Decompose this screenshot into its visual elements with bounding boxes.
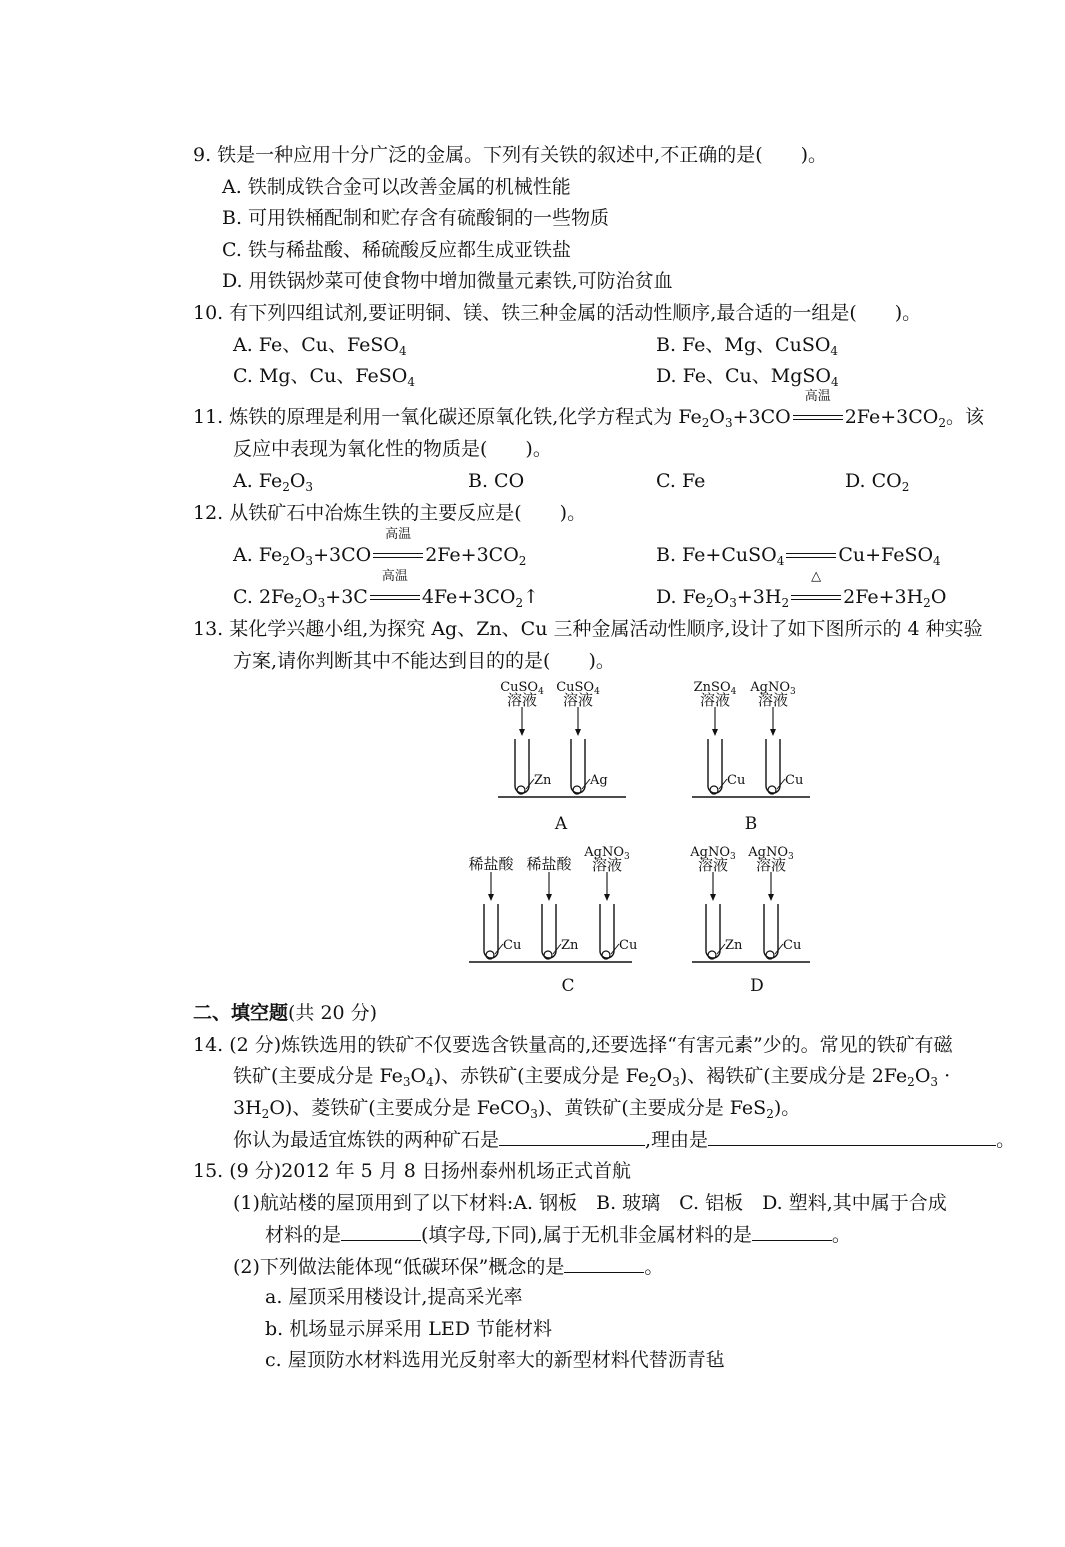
- reagent-label: AgNO$_3$: [750, 680, 796, 697]
- arrow-head-icon: [770, 729, 776, 736]
- q15-part1: (1)航站楼的屋顶用到了以下材料:A. 钢板 B. 玻璃 C. 铝板 D. 塑料,其中属于合成: [233, 1192, 947, 1214]
- reagent-label: AgNO$_3$: [690, 845, 736, 862]
- q14-line3: $3H_2O$)、菱铁矿(主要成分是 FeCO$_3$)、黄铁矿(主要成分是 FeS$_2$)。: [233, 1097, 801, 1121]
- reagent-label: AgNO$_3$: [584, 845, 630, 862]
- q11-stem-line2: 反应中表现为氧化性的物质是( )。: [233, 438, 552, 460]
- metal-leader-line: [582, 779, 590, 789]
- solution-label: 溶液: [755, 856, 787, 874]
- metal-leader-line: [775, 944, 783, 954]
- answer-blank[interactable]: [708, 1127, 996, 1146]
- metal-leader-line: [553, 944, 561, 954]
- panel-label: D: [750, 976, 764, 996]
- section2-header: 二、填空题(共 20 分): [193, 1002, 378, 1024]
- test-tube: [706, 904, 720, 958]
- arrow-head-icon: [712, 729, 718, 736]
- q15-option-b: b. 机场显示屏采用 LED 节能材料: [265, 1318, 553, 1340]
- q10-option-c: C. Mg、Cu、FeSO$_4$: [233, 365, 415, 389]
- q11-option-c: C. Fe: [656, 470, 706, 492]
- reagent-label: 稀盐酸: [468, 855, 514, 873]
- panel-label: A: [554, 814, 568, 834]
- answer-blank[interactable]: [341, 1222, 421, 1241]
- q15-line1: 15. (9 分)2012 年 5 月 8 日扬州泰州机场正式首航: [193, 1160, 631, 1182]
- answer-blank[interactable]: [564, 1254, 644, 1273]
- metal-leader-line: [777, 779, 785, 789]
- reaction-condition-high-temp: 高温: [371, 543, 425, 567]
- q10-option-d: D. Fe、Cu、MgSO$_4$: [656, 365, 839, 389]
- solution-label: 溶液: [562, 691, 594, 709]
- test-tube: [766, 739, 780, 793]
- solution-label: 溶液: [506, 691, 538, 709]
- arrow-head-icon: [546, 894, 552, 901]
- metal-leader-line: [495, 944, 503, 954]
- q10-stem: 10. 有下列四组试剂,要证明铜、镁、铁三种金属的活动性顺序,最合适的一组是( )。: [193, 302, 922, 324]
- arrow-head-icon: [519, 729, 525, 736]
- arrow-head-icon: [575, 729, 581, 736]
- solution-label: 溶液: [697, 856, 729, 874]
- q15-option-c: c. 屋顶防水材料选用光反射率大的新型材料代替沥青毡: [265, 1349, 725, 1371]
- metal-label: Cu: [783, 938, 802, 953]
- q12-option-d: D. $Fe_2O_3+3H_2$ △ $2Fe+3H_2O$: [656, 569, 947, 610]
- q14-line4: 你认为最适宜炼铁的两种矿石是 ,理由是 。: [233, 1129, 1016, 1151]
- metal-label: Cu: [503, 938, 522, 953]
- metal-label: Zn: [534, 773, 552, 788]
- arrow-head-icon: [488, 894, 494, 901]
- q11-option-b: B. CO: [468, 470, 525, 492]
- metal-leader-line: [526, 779, 534, 789]
- q14-line1: 14. (2 分)炼铁选用的铁矿不仅要选含铁量高的,还要选择“有害元素”少的。常见的铁矿有磁: [193, 1034, 953, 1056]
- arrow-head-icon: [710, 894, 716, 901]
- q15-option-a: a. 屋顶采用楼设计,提高采光率: [265, 1286, 523, 1308]
- reaction-condition-high-temp: 高温: [368, 585, 422, 609]
- q15-part2: (2)下列做法能体现“低碳环保”概念的是 。: [233, 1256, 664, 1278]
- q13-stem-line2: 方案,请你判断其中不能达到目的的是( )。: [233, 650, 615, 672]
- metal-label: Cu: [785, 773, 804, 788]
- metal-leader-line: [611, 944, 619, 954]
- metal-leader-line: [719, 779, 727, 789]
- gas-up-arrow-icon: ↑: [523, 586, 539, 608]
- q11-option-a: A. $Fe_2O_3$: [233, 470, 314, 494]
- answer-blank[interactable]: [499, 1127, 645, 1146]
- test-tube: [708, 739, 722, 793]
- metal-leader-line: [717, 944, 725, 954]
- metal-label: Cu: [619, 938, 638, 953]
- q10-option-a: A. Fe、Cu、FeSO$_4$: [233, 334, 407, 358]
- panel-label: C: [561, 976, 575, 996]
- q13-stem: 13. 某化学兴趣小组,为探究 Ag、Zn、Cu 三种金属活动性顺序,设计了如下图所示的 4 种实验: [193, 618, 983, 640]
- q9-option-c: C. 铁与稀盐酸、稀硫酸反应都生成亚铁盐: [222, 239, 571, 261]
- q12-option-c: C. $2Fe_2O_3+3C$ 高温 $4Fe+3CO_2↑$: [233, 569, 539, 610]
- metal-label: Cu: [727, 773, 746, 788]
- arrow-head-icon: [768, 894, 774, 901]
- solution-label: 溶液: [591, 856, 623, 874]
- q9-option-b: B. 可用铁桶配制和贮存含有硫酸铜的一些物质: [222, 207, 610, 229]
- reagent-label: ZnSO$_4$: [693, 680, 737, 697]
- reaction-condition-heat: △: [789, 585, 843, 609]
- q15-part1-line2: 材料的是 (填字母,下同),属于无机非金属材料的是 。: [265, 1224, 851, 1246]
- test-tube: [764, 904, 778, 958]
- q9-option-a: A. 铁制成铁合金可以改善金属的机械性能: [222, 176, 571, 198]
- reagent-label: AgNO$_3$: [748, 845, 794, 862]
- q11-option-d: D. $CO_2$: [845, 470, 910, 494]
- arrow-head-icon: [604, 894, 610, 901]
- q10-option-b: B. Fe、Mg、CuSO$_4$: [656, 334, 839, 358]
- q11-stem: 11. 炼铁的原理是利用一氧化碳还原氧化铁,化学方程式为 $Fe_2O_3+3CO$ 高温 $2Fe+3CO_2$。该: [193, 389, 984, 430]
- answer-blank[interactable]: [752, 1222, 832, 1241]
- q12-stem: 12. 从铁矿石中冶炼生铁的主要反应是( )。: [193, 502, 587, 524]
- test-tube: [542, 904, 556, 958]
- metal-label: Ag: [590, 773, 608, 788]
- test-tube: [600, 904, 614, 958]
- solution-label: 溶液: [757, 691, 789, 709]
- test-tube: [484, 904, 498, 958]
- metal-label: Zn: [725, 938, 743, 953]
- test-tube: [571, 739, 585, 793]
- q14-line2: 铁矿(主要成分是 $Fe_3O_4$)、赤铁矿(主要成分是 $Fe_2O_3$)、褐铁矿(主要成分是 $2Fe_2O_3$ ·: [233, 1065, 951, 1089]
- q12-option-b: B. Fe+CuSO$_4$ Cu+FeSO$_4$: [656, 544, 941, 568]
- test-tube: [515, 739, 529, 793]
- panel-label: B: [744, 814, 758, 834]
- q12-option-a: A. $Fe_2O_3+3CO$ 高温 $2Fe+3CO_2$: [233, 527, 527, 568]
- q9-stem: 9. 铁是一种应用十分广泛的金属。下列有关铁的叙述中,不正确的是( )。: [193, 144, 828, 166]
- reagent-label: CuSO$_4$: [556, 680, 600, 697]
- reagent-label: 稀盐酸: [526, 855, 572, 873]
- reagent-label: CuSO$_4$: [500, 680, 544, 697]
- metal-label: Zn: [561, 938, 579, 953]
- q9-option-d: D. 用铁锅炒菜可使食物中增加微量元素铁,可防治贫血: [222, 270, 673, 292]
- solution-label: 溶液: [699, 691, 731, 709]
- reaction-condition-high-temp: 高温: [791, 405, 845, 429]
